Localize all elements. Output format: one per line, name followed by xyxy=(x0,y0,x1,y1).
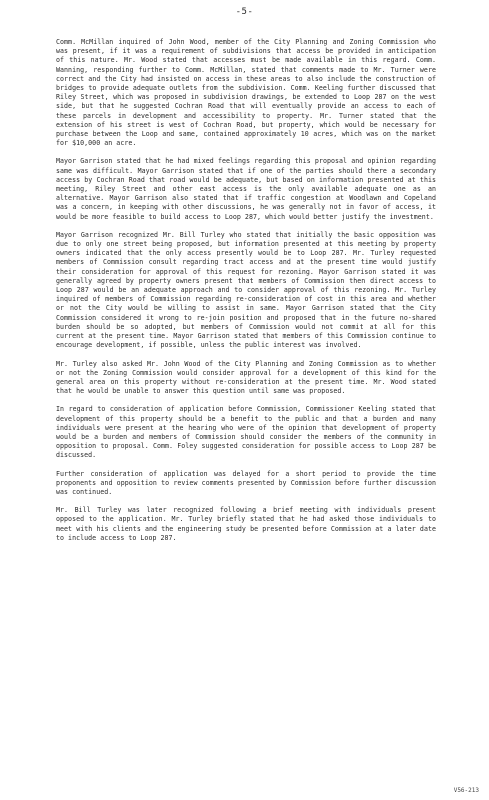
paragraph-1: Comm. McMillan inquired of John Wood, member of the City Planning and Zoning Commission who was present, if it was a requirement of subdivisions that access be provided in anticipation of this nature. Mr. Wood stated that accesses must be made available in this regard. Comm. Wanning, responding further to Comm. McMillan, stated that comments made to Mr. Turner were correct and the City had insisted on access in these areas to also include the construction of bridges to provide adequate outlets from the subdivision. Comm. Keeling further discussed that Riley Street, which was proposed in subdivision drawings, be extended to Loop 287 on the west side, but that he suggested Cochran Road that will eventually provide an access to each of these parcels in development and accessibility to property. Mr. Turner stated that the extension of his street is west of Cochran Road, but property, which would be necessary for purchase between the Loop and same, contained approximately 10 acres, which was on the market for $10,000 an acre. xyxy=(56,38,436,148)
page-number: -5- xyxy=(235,7,254,17)
paragraph-7: Mr. Bill Turley was later recognized following a brief meeting with individuals present opposed to the application. Mr. Turley briefly stated that he had asked those individuals to meet with his clients and the engineering study be presented before Commission at a later date to include access to Loop 287. xyxy=(56,506,436,542)
document-body xyxy=(56,38,436,552)
paragraph-4: Mr. Turley also asked Mr. John Wood of the City Planning and Zoning Commission as to whether or not the Zoning Commission would consider approval for a development of this kind for the general area on this property without re-consideration at the present time. Mr. Wood stated that he would be unable to answer this question until same was proposed. xyxy=(56,359,436,396)
paragraph-6: Further consideration of application was delayed for a short period to provide the time proponents and opposition to review comments presented by Commission before further discussion was continued. xyxy=(56,469,436,496)
paragraph-3: Mayor Garrison recognized Mr. Bill Turley who stated that initially the basic opposition was due to only one street being proposed, but information presented at this meeting by property owners indicated that the only access presently would be to Loop 287. Mr. Turley requested members of Commission consult regarding tract access and at the present time would justify their consideration for approval of this request for rezoning. Mayor Garrison stated it was generally agreed by property owners present that members of Commission then direct access to Loop 287 would be an adequate approach and to consider approval of this rezoning. Mr. Turley inquired of members of Commission regarding re-consideration of cost in this area and whether or not the City would be willing to assist in same. Mayor Garrison stated that the City Commission considered it wrong to re-join position and proposed that in the future no-shared burden should be so adopted, but members of Commission would not commit at all for this current at the present time. Mayor Garrison stated that members of this Commission continue to encourage development, if possible, unless the public interest was involved. xyxy=(56,230,436,350)
footer-document-code: V56-213 xyxy=(453,787,479,794)
paragraph-2: Mayor Garrison stated that he had mixed feelings regarding this proposal and opinion regarding same was difficult. Mayor Garrison stated that if one of the parties should there a secondary access by Cochran Road that road would be adequate, but based on information presented at this meeting, Riley Street and other east access is the only available adequate one as an alternative. Mayor Garrison also stated that if traffic congestion at Woodlawn and Copeland was a concern, in keeping with other discussions, he was generally not in favor of access, it would be more feasible to build access to Loop 287, which would better justify the investment. xyxy=(56,157,436,221)
paragraph-5: In regard to consideration of application before Commission, Commissioner Keeling stated that development of this property should be a benefit to the public and that a burden and many individuals were present at the hearing who were of the opinion that development of property would be a burden and members of Commission should consider the members of the community in opposition to proposal. Comm. Foley suggested consideration for possible access to Loop 287 be discussed. xyxy=(56,405,436,460)
